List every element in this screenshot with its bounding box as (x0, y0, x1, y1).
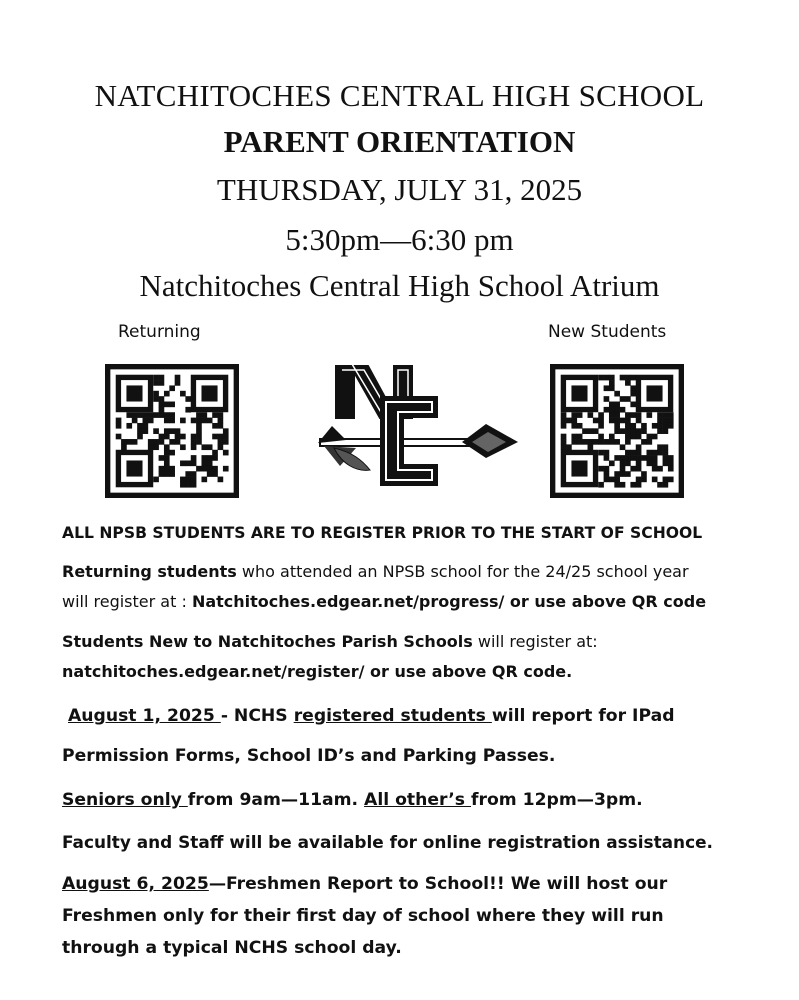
others-time: from 12pm—3pm. (470, 790, 643, 810)
all-others: All other’s (364, 790, 471, 810)
aug1-date: August 1, 2025 (68, 706, 221, 726)
new-students-url-link[interactable]: natchitoches.edgear.net/register/ or use above QR code. (62, 662, 573, 681)
event-location: Natchitoches Central High School Atrium (139, 268, 660, 303)
aug6-line3: through a typical NCHS school day. (62, 938, 402, 958)
schedule-line (62, 790, 643, 810)
school-name: NATCHITOCHES CENTRAL HIGH SCHOOL (94, 78, 705, 113)
aug1-line2: Permission Forms, School ID’s and Parking Passes. (62, 746, 556, 766)
nc-arrow-logo (312, 360, 520, 494)
aug6-text: —Freshmen Report to School!! We will host our (208, 874, 668, 894)
new-students-bold: Students New to Natchitoches Parish Schools (62, 632, 473, 651)
returning-text: who attended an NPSB school for the 24/25 school year (236, 562, 689, 581)
event-title: PARENT ORIENTATION (223, 124, 576, 159)
returning-paragraph (62, 562, 689, 581)
event-time: 5:30pm—6:30 pm (285, 222, 514, 257)
new-students-text: will register at: (472, 632, 598, 651)
returning-line2: will register at : (62, 592, 192, 611)
logo-text: NC (312, 360, 314, 361)
aug1-line (68, 706, 675, 726)
aug6-line (62, 874, 667, 894)
aug6-date: August 6, 2025 (62, 874, 209, 894)
returning-url-line (62, 592, 706, 611)
aug1-rest: will report for IPad (491, 706, 675, 726)
returning-qr-label: Returning (118, 322, 201, 342)
returning-bold: Returning students (62, 562, 237, 581)
aug6-line2: Freshmen only for their first day of school where they will run (62, 906, 664, 926)
aug1-sep: - NCHS (220, 706, 294, 726)
qr-code-icon[interactable] (550, 364, 684, 498)
faculty-line: Faculty and Staff will be available for online registration assistance. (62, 832, 713, 852)
returning-url-link[interactable]: Natchitoches.edgear.net/progress/ or use above QR code (191, 592, 707, 611)
qr-code-icon[interactable] (105, 364, 239, 498)
new-students-paragraph (62, 632, 598, 651)
register-heading: ALL NPSB STUDENTS ARE TO REGISTER PRIOR TO THE START OF SCHOOL (62, 524, 703, 542)
event-date: THURSDAY, JULY 31, 2025 (216, 172, 583, 207)
seniors-only: Seniors only (62, 790, 188, 810)
aug1-registered: registered students (293, 706, 492, 726)
seniors-time: from 9am—11am. (187, 790, 365, 810)
new-students-qr-label: New Students (548, 322, 667, 342)
